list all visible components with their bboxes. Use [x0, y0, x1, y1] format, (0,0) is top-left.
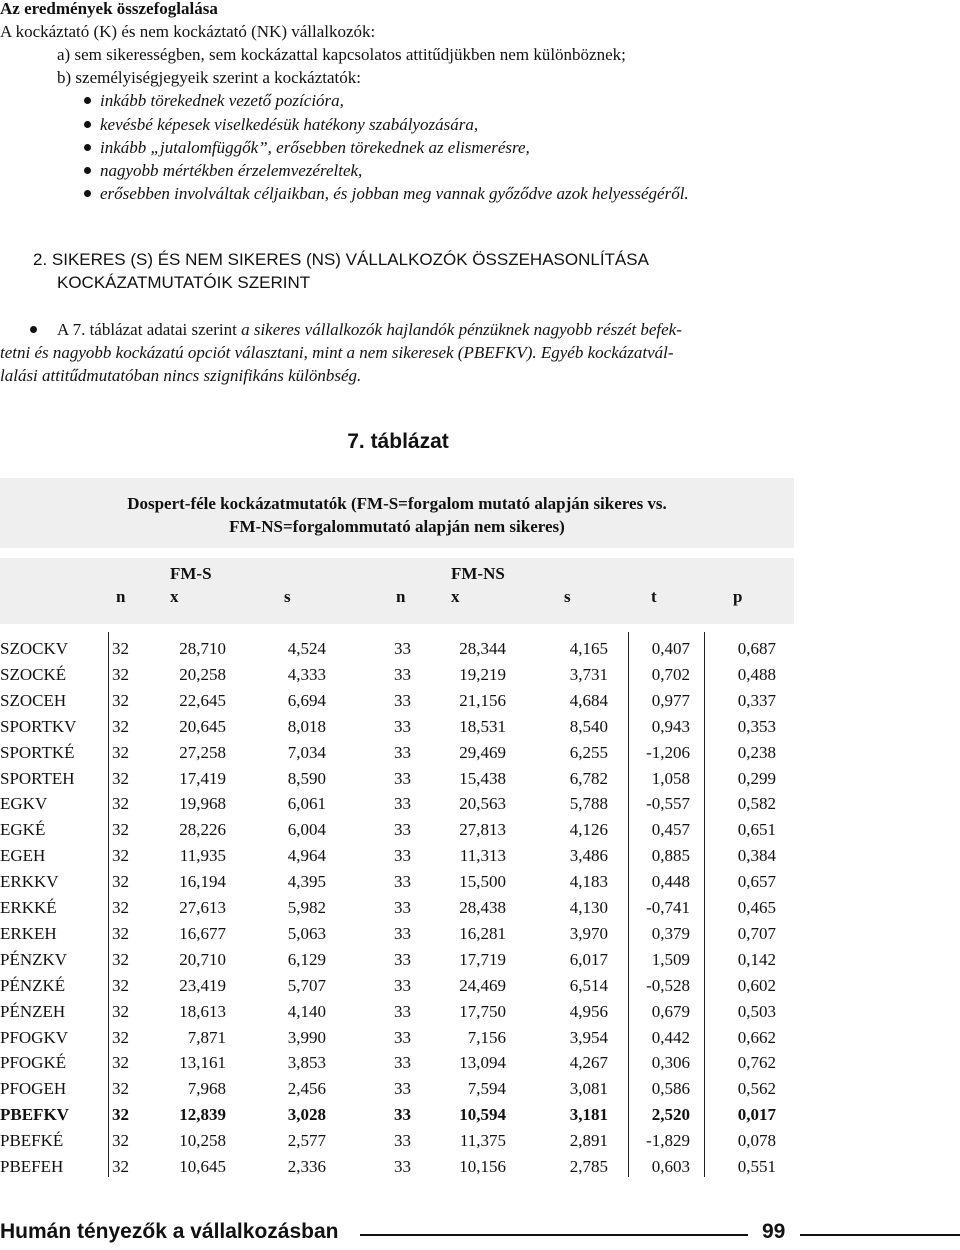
table-row — [0, 740, 794, 766]
sd-s: 4,333 — [287, 664, 326, 684]
t-value: 1,509 — [651, 949, 690, 969]
mean-s: 23,419 — [179, 975, 226, 995]
sd-ns: 6,017 — [569, 949, 608, 969]
t-value: 0,586 — [651, 1079, 690, 1099]
p-value: 0,488 — [737, 664, 776, 684]
mean-ns: 13,094 — [459, 1053, 506, 1073]
n-s: 32 — [112, 716, 129, 736]
n-ns: 33 — [394, 716, 411, 736]
table-row — [0, 1076, 794, 1102]
mean-s: 11,935 — [179, 846, 226, 866]
mean-ns: 10,156 — [459, 1157, 506, 1176]
footer-rule — [360, 1234, 748, 1236]
table-row — [0, 636, 794, 662]
sd-s: 4,524 — [287, 639, 326, 658]
t-value: 0,457 — [651, 820, 690, 840]
sd-ns: 4,956 — [569, 1001, 608, 1021]
mean-ns: 10,594 — [459, 1105, 506, 1125]
row-label: EGEH — [0, 846, 46, 866]
n-s: 32 — [112, 949, 129, 969]
row-label: PBEFKÉ — [0, 1131, 64, 1151]
mean-ns: 27,813 — [459, 820, 506, 840]
p-value: 0,299 — [737, 768, 776, 788]
t-value: -0,557 — [646, 794, 690, 814]
sd-ns: 6,514 — [569, 975, 608, 995]
table-row — [0, 662, 794, 688]
section-paragraph-line2: tetni és nagyobb kockázatú opciót választani, mint a nem sikeresek (PBEFKV). Egyéb kockázatvál- — [0, 343, 674, 362]
row-label: SZOCKV — [0, 639, 69, 658]
sd-s: 7,034 — [287, 742, 326, 762]
header-group-s: FM-S — [170, 564, 212, 583]
mean-s: 27,258 — [179, 742, 226, 762]
p-value: 0,078 — [737, 1131, 776, 1151]
row-label: PBEFKV — [0, 1105, 69, 1125]
header-n1: n — [116, 587, 126, 606]
mean-s: 10,645 — [179, 1157, 226, 1176]
sd-s: 6,061 — [287, 794, 326, 814]
footer-title: Humán tényezők a vállalkozásban — [0, 1220, 339, 1243]
row-label: ERKKV — [0, 872, 59, 892]
sd-s: 4,140 — [287, 1001, 326, 1021]
n-ns: 33 — [394, 664, 411, 684]
n-ns: 33 — [394, 1131, 411, 1151]
n-ns: 33 — [394, 742, 411, 762]
mean-ns: 28,344 — [459, 639, 506, 658]
table-row — [0, 766, 794, 792]
t-value: 2,520 — [651, 1105, 690, 1125]
mean-s: 20,710 — [179, 949, 226, 969]
n-s: 32 — [112, 975, 129, 995]
section-paragraph-line3: lalási attitűdmutatóban nincs szignifikáns különbség. — [0, 366, 362, 385]
header-group-ns: FM-NS — [451, 564, 505, 583]
n-ns: 33 — [394, 1001, 411, 1021]
header-x2: x — [451, 587, 460, 606]
n-ns: 33 — [394, 1157, 411, 1176]
mean-s: 7,968 — [187, 1079, 226, 1099]
sd-ns: 4,267 — [569, 1053, 608, 1073]
mean-s: 20,645 — [179, 716, 226, 736]
mean-ns: 17,750 — [459, 1001, 506, 1021]
summary-bullet: erősebben involváltak céljaikban, és jobban meg vannak győződve azok helyességéről. — [84, 182, 689, 205]
mean-s: 12,839 — [179, 1105, 226, 1125]
row-label: PÉNZKÉ — [0, 975, 66, 995]
mean-ns: 21,156 — [459, 690, 506, 710]
row-label: SPORTEH — [0, 768, 75, 788]
row-label: PFOGKV — [0, 1027, 69, 1047]
mean-s: 28,226 — [179, 820, 226, 840]
p-value: 0,503 — [737, 1001, 776, 1021]
mean-s: 28,710 — [179, 639, 226, 658]
summary-intro: A kockáztató (K) és nem kockáztató (NK) vállalkozók: — [0, 22, 376, 41]
n-ns: 33 — [394, 1105, 411, 1125]
mean-ns: 16,281 — [459, 923, 506, 943]
t-value: -1,206 — [646, 742, 690, 762]
sd-ns: 3,486 — [569, 846, 608, 866]
table-label: 7. táblázat — [347, 430, 449, 453]
sd-s: 5,982 — [287, 898, 326, 917]
t-value: 1,058 — [651, 768, 690, 788]
t-value: 0,407 — [651, 639, 690, 658]
mean-ns: 7,156 — [467, 1027, 506, 1047]
table-row — [0, 1102, 794, 1128]
n-s: 32 — [112, 1105, 129, 1125]
n-ns: 33 — [394, 846, 411, 866]
table-row — [0, 1128, 794, 1154]
n-ns: 33 — [394, 975, 411, 995]
p-value: 0,707 — [737, 923, 776, 943]
p-value: 0,337 — [737, 690, 776, 710]
sd-ns: 2,785 — [569, 1157, 608, 1176]
sd-s: 3,853 — [287, 1053, 326, 1073]
table-body — [0, 636, 794, 1182]
n-s: 32 — [112, 690, 129, 710]
header-x1: x — [170, 587, 179, 606]
sd-s: 2,336 — [287, 1157, 326, 1176]
row-label: SPORTKV — [0, 716, 77, 736]
n-s: 32 — [112, 639, 129, 658]
t-value: 0,448 — [651, 872, 690, 892]
mean-s: 19,968 — [179, 794, 226, 814]
section-paragraph-line1: A 7. táblázat adatai szerint a sikeres vállalkozók hajlandók pénzüknek nagyobb részét befek- — [30, 318, 682, 341]
sd-ns: 4,684 — [569, 690, 608, 710]
sd-ns: 3,731 — [569, 664, 608, 684]
summary-bullet: nagyobb mértékben érzelemvezéreltek, — [84, 159, 362, 182]
mean-s: 7,871 — [187, 1027, 226, 1047]
row-label: ERKKÉ — [0, 898, 57, 917]
p-value: 0,562 — [737, 1079, 776, 1099]
sd-s: 2,456 — [287, 1079, 326, 1099]
p-value: 0,662 — [737, 1027, 776, 1047]
summary-bullet: inkább törekednek vezető pozícióra, — [84, 89, 344, 112]
t-value: 0,442 — [651, 1027, 690, 1047]
p-value: 0,465 — [737, 898, 776, 917]
t-value: -0,528 — [646, 975, 690, 995]
table-row — [0, 791, 794, 817]
n-ns: 33 — [394, 949, 411, 969]
footer-page-number: 99 — [762, 1220, 786, 1243]
mean-s: 20,258 — [179, 664, 226, 684]
sd-s: 6,129 — [287, 949, 326, 969]
sd-ns: 3,970 — [569, 923, 608, 943]
n-s: 32 — [112, 664, 129, 684]
t-value: 0,679 — [651, 1001, 690, 1021]
n-s: 32 — [112, 1131, 129, 1151]
table-row — [0, 895, 794, 921]
t-value: 0,379 — [651, 923, 690, 943]
n-s: 32 — [112, 1001, 129, 1021]
n-s: 32 — [112, 768, 129, 788]
row-label: SPORTKÉ — [0, 742, 75, 762]
sd-ns: 3,081 — [569, 1079, 608, 1099]
summary-title: Az eredmények összefoglalása — [0, 0, 218, 18]
sd-s: 5,707 — [287, 975, 326, 995]
table-row — [0, 947, 794, 973]
n-s: 32 — [112, 1027, 129, 1047]
t-value: 0,306 — [651, 1053, 690, 1073]
sd-ns: 4,165 — [569, 639, 608, 658]
mean-ns: 18,531 — [459, 716, 506, 736]
p-value: 0,687 — [737, 639, 776, 658]
sd-s: 4,964 — [287, 846, 326, 866]
mean-ns: 24,469 — [459, 975, 506, 995]
p-value: 0,353 — [737, 716, 776, 736]
row-label: PFOGEH — [0, 1079, 67, 1099]
summary-item-a: a) sem sikerességben, sem kockázattal kapcsolatos attitűdjükben nem különböznek; — [57, 45, 626, 64]
section-heading-line1: 2. SIKERES (S) ÉS NEM SIKERES (NS) VÁLLALKOZÓK ÖSSZEHASONLÍTÁSA — [33, 250, 649, 269]
sd-ns: 6,255 — [569, 742, 608, 762]
n-ns: 33 — [394, 923, 411, 943]
mean-ns: 28,438 — [459, 898, 506, 917]
sd-s: 6,004 — [287, 820, 326, 840]
n-s: 32 — [112, 1053, 129, 1073]
sd-ns: 4,183 — [569, 872, 608, 892]
table-row — [0, 1025, 794, 1051]
sd-s: 8,590 — [287, 768, 326, 788]
header-t: t — [651, 587, 657, 606]
mean-s: 17,419 — [179, 768, 226, 788]
sd-s: 3,990 — [287, 1027, 326, 1047]
p-value: 0,238 — [737, 742, 776, 762]
summary-item-b: b) személyiségjegyeik szerint a kockáztatók: — [57, 68, 361, 87]
sd-s: 8,018 — [287, 716, 326, 736]
n-s: 32 — [112, 872, 129, 892]
t-value: -1,829 — [646, 1131, 690, 1151]
sd-s: 5,063 — [287, 923, 326, 943]
n-s: 32 — [112, 1157, 129, 1176]
p-value: 0,551 — [737, 1157, 776, 1176]
n-ns: 33 — [394, 872, 411, 892]
sd-ns: 2,891 — [569, 1131, 608, 1151]
summary-bullet: kevésbé képesek viselkedésük hatékony szabályozására, — [84, 113, 478, 136]
row-label: PÉNZEH — [0, 1001, 66, 1021]
mean-ns: 11,375 — [459, 1131, 506, 1151]
sd-ns: 3,181 — [569, 1105, 608, 1125]
mean-ns: 15,438 — [459, 768, 506, 788]
n-s: 32 — [112, 794, 129, 814]
mean-ns: 19,219 — [459, 664, 506, 684]
p-value: 0,762 — [737, 1053, 776, 1073]
mean-ns: 29,469 — [459, 742, 506, 762]
mean-ns: 17,719 — [459, 949, 506, 969]
sd-ns: 4,130 — [569, 898, 608, 917]
header-s2: s — [564, 587, 571, 606]
table-caption-line2: FM-NS=forgalommutató alapján nem sikeres) — [229, 517, 565, 536]
row-label: PBEFEH — [0, 1157, 64, 1176]
t-value: 0,977 — [651, 690, 690, 710]
row-label: EGKÉ — [0, 820, 46, 840]
n-ns: 33 — [394, 794, 411, 814]
row-label: PÉNZKV — [0, 949, 68, 969]
n-s: 32 — [112, 898, 129, 917]
row-label: SZOCEH — [0, 690, 67, 710]
section-heading-line2: KOCKÁZATMUTATÓIK SZERINT — [57, 273, 311, 292]
mean-s: 10,258 — [179, 1131, 226, 1151]
table-row — [0, 1154, 794, 1180]
p-value: 0,017 — [737, 1105, 776, 1125]
n-s: 32 — [112, 1079, 129, 1099]
p-value: 0,657 — [737, 872, 776, 892]
sd-s: 2,577 — [287, 1131, 326, 1151]
table-row — [0, 817, 794, 843]
n-s: 32 — [112, 742, 129, 762]
table-row — [0, 688, 794, 714]
mean-s: 16,677 — [179, 923, 226, 943]
header-n2: n — [396, 587, 406, 606]
sd-s: 6,694 — [287, 690, 326, 710]
row-label: SZOCKÉ — [0, 664, 67, 684]
row-label: EGKV — [0, 794, 48, 814]
mean-s: 22,645 — [179, 690, 226, 710]
mean-s: 18,613 — [179, 1001, 226, 1021]
n-ns: 33 — [394, 1027, 411, 1047]
n-ns: 33 — [394, 1079, 411, 1099]
mean-ns: 11,313 — [459, 846, 506, 866]
mean-ns: 20,563 — [459, 794, 506, 814]
footer-rule — [800, 1234, 960, 1236]
sd-ns: 6,782 — [569, 768, 608, 788]
table-row — [0, 973, 794, 999]
n-ns: 33 — [394, 820, 411, 840]
mean-s: 27,613 — [179, 898, 226, 917]
t-value: 0,885 — [651, 846, 690, 866]
table-row — [0, 843, 794, 869]
n-s: 32 — [112, 846, 129, 866]
n-s: 32 — [112, 820, 129, 840]
mean-s: 16,194 — [179, 872, 226, 892]
p-value: 0,582 — [737, 794, 776, 814]
sd-s: 3,028 — [287, 1105, 326, 1125]
mean-ns: 15,500 — [459, 872, 506, 892]
summary-bullet: inkább „jutalomfüggők”, erősebben törekednek az elismerésre, — [84, 136, 530, 159]
sd-ns: 3,954 — [569, 1027, 608, 1047]
sd-ns: 5,788 — [569, 794, 608, 814]
mean-ns: 7,594 — [467, 1079, 506, 1099]
t-value: 0,603 — [651, 1157, 690, 1176]
n-ns: 33 — [394, 639, 411, 658]
n-ns: 33 — [394, 898, 411, 917]
t-value: -0,741 — [646, 898, 690, 917]
p-value: 0,602 — [737, 975, 776, 995]
sd-s: 4,395 — [287, 872, 326, 892]
n-ns: 33 — [394, 690, 411, 710]
sd-ns: 4,126 — [569, 820, 608, 840]
n-ns: 33 — [394, 1053, 411, 1073]
p-value: 0,651 — [737, 820, 776, 840]
table-row — [0, 1050, 794, 1076]
table-row — [0, 999, 794, 1025]
table-row — [0, 869, 794, 895]
sd-ns: 8,540 — [569, 716, 608, 736]
row-label: PFOGKÉ — [0, 1053, 67, 1073]
n-ns: 33 — [394, 768, 411, 788]
row-label: ERKEH — [0, 923, 57, 943]
p-value: 0,384 — [737, 846, 776, 866]
mean-s: 13,161 — [179, 1053, 226, 1073]
table-row — [0, 921, 794, 947]
p-value: 0,142 — [737, 949, 776, 969]
table-caption-line1: Dospert-féle kockázatmutatók (FM-S=forgalom mutató alapján sikeres vs. — [127, 494, 667, 513]
t-value: 0,702 — [651, 664, 690, 684]
header-s1: s — [284, 587, 291, 606]
header-p: p — [733, 587, 743, 606]
table-row — [0, 714, 794, 740]
t-value: 0,943 — [651, 716, 690, 736]
n-s: 32 — [112, 923, 129, 943]
